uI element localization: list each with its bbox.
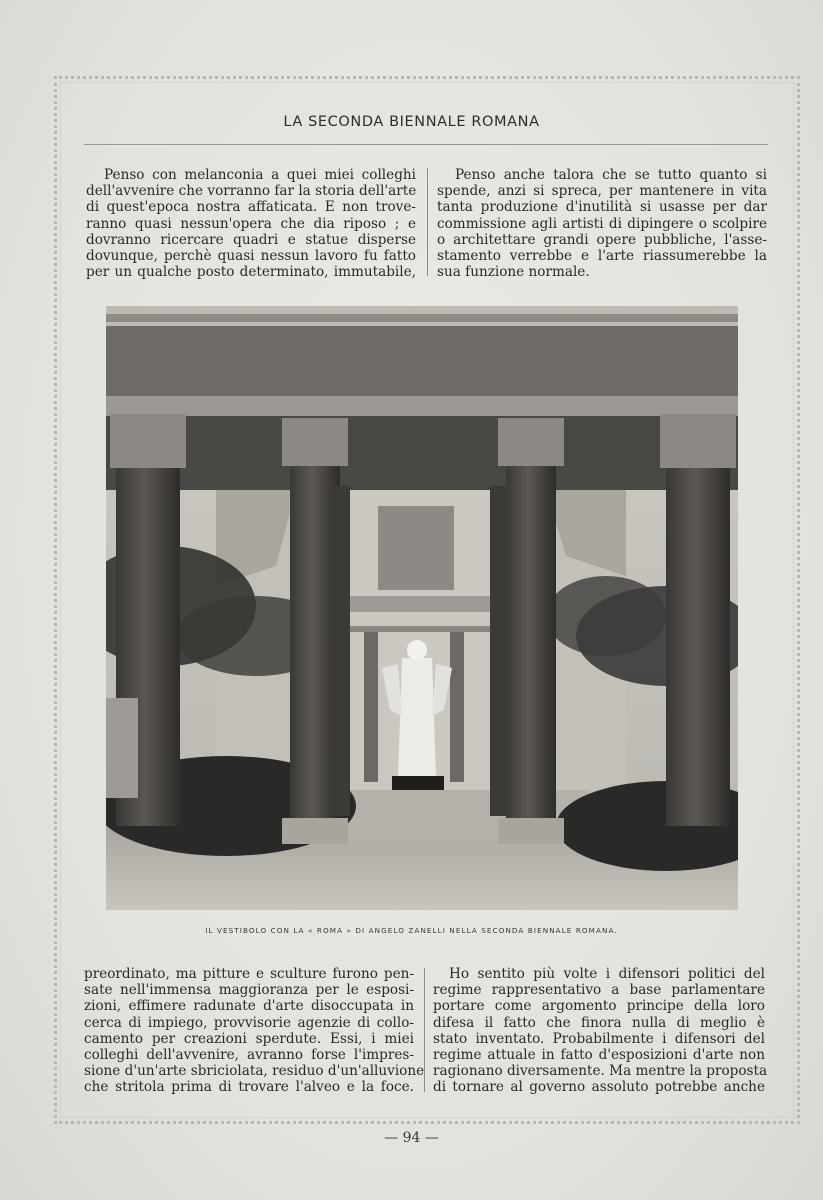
text-line: Penso con melanconia a quei miei colleghi bbox=[104, 167, 416, 183]
text-line: spende, anzi si spreca, per mantenere in vita bbox=[437, 183, 767, 200]
vestibolo-photograph bbox=[106, 306, 738, 910]
text-line: Ho sentito più volte i difensori politici del bbox=[449, 966, 765, 982]
text-line: regime attuale in fatto d'esposizioni d'arte non bbox=[433, 1047, 765, 1064]
page-number: — 94 — bbox=[384, 1130, 439, 1146]
text-line: dell'avvenire che vorranno far la storia dell'arte bbox=[86, 183, 417, 200]
text-line: sate nell'immensa maggioranza per le esposi- bbox=[84, 982, 414, 999]
top-right-column bbox=[437, 167, 767, 280]
text-line: o architettare grandi opere pubbliche, l'asse- bbox=[437, 231, 767, 248]
column-divider bbox=[424, 968, 425, 1092]
text-line: dovunque, perchè quasi nessun lavoro fu fatto bbox=[86, 248, 416, 265]
bottom-left-column bbox=[84, 966, 425, 1096]
header-rule bbox=[84, 144, 768, 145]
text-line: tanta produzione d'inutilità si usasse per dar bbox=[437, 199, 767, 216]
text-line: di quest'epoca nostra affaticata. E non trove- bbox=[86, 199, 416, 216]
text-line: stamento verrebbe e l'arte riassumerebbe la bbox=[437, 248, 767, 265]
photo-caption: IL VESTIBOLO CON LA « ROMA » DI ANGELO ZANELLI NELLA SECONDA BIENNALE ROMANA. bbox=[205, 926, 618, 935]
running-head: LA SECONDA BIENNALE ROMANA bbox=[283, 114, 540, 130]
text-line: cerca di impiego, provvisorie agenzie di collo- bbox=[84, 1014, 414, 1031]
text-line: regime rappresentativo a base parlamentare bbox=[433, 982, 765, 999]
text-line: Penso anche talora che se tutto quanto si bbox=[455, 167, 767, 183]
text-line: dovranno ricercare quadri e statue disperse bbox=[86, 231, 416, 248]
text-line: di tornare al governo assoluto potrebbe anche bbox=[433, 1079, 765, 1096]
text-line: che stritola prima di trovare l'alveo e la foce. bbox=[84, 1079, 414, 1096]
text-line: camento per creazioni sperdute. Essi, i miei bbox=[84, 1030, 414, 1047]
photograph-illustration bbox=[106, 306, 738, 910]
text-line: colleghi dell'avvenire, avranno forse l'impres- bbox=[84, 1047, 414, 1064]
top-left-column bbox=[86, 167, 416, 280]
text-line: stato inventato. Probabilmente i difensori del bbox=[433, 1030, 765, 1047]
text-line: preordinato, ma pitture e sculture furono pen- bbox=[84, 966, 414, 982]
text-line: sione d'un'arte sbriciolata, residuo d'un'alluvione bbox=[84, 1063, 425, 1080]
text-line: commissione agli artisti di dipingere o scolpire bbox=[437, 215, 767, 232]
text-line: zioni, effimere radunate d'arte disoccupata in bbox=[84, 998, 414, 1015]
text-line: per un qualche posto determinato, immutabile, bbox=[86, 264, 416, 281]
text-line: portare come argomento principe della loro bbox=[433, 998, 765, 1015]
text-line: ragionano diversamente. Ma mentre la proposta bbox=[433, 1063, 768, 1080]
text-line: ranno quasi nessun'opera che dia riposo ; e bbox=[86, 215, 416, 232]
column-divider bbox=[427, 168, 428, 276]
text-line: sua funzione normale. bbox=[437, 264, 590, 281]
text-line: difesa il fatto che finora nulla di meglio è bbox=[433, 1014, 765, 1031]
bottom-right-column bbox=[433, 966, 768, 1096]
